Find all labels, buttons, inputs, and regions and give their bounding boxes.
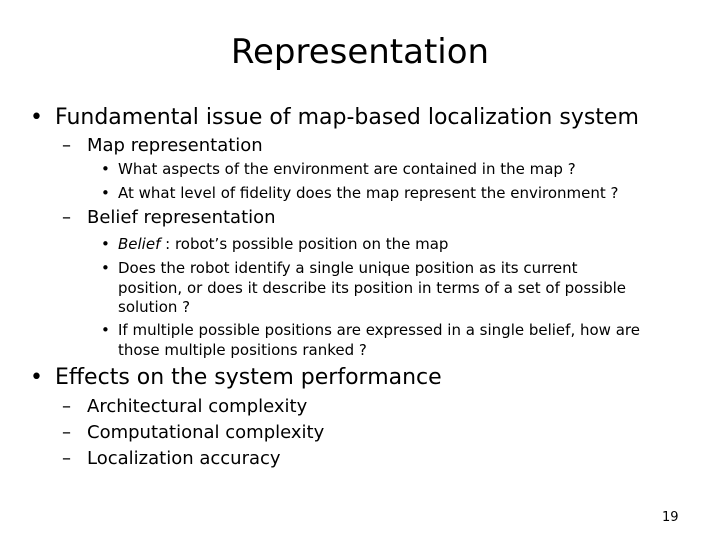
bullet-marker: • xyxy=(101,235,110,253)
dash-marker: – xyxy=(62,422,71,443)
list-item-text: Architectural complexity xyxy=(87,396,308,417)
belief-term: Belief xyxy=(118,235,161,253)
list-item-text xyxy=(118,234,448,254)
bullet-marker: • xyxy=(30,365,43,390)
dash-marker: – xyxy=(62,448,71,469)
list-item-text: Computational complexity xyxy=(87,422,325,443)
list-item-text-line-3: solution ? xyxy=(118,298,191,316)
list-item-text-line-2: those multiple positions ranked ? xyxy=(118,341,367,359)
list-item-text: Localization accuracy xyxy=(87,448,281,469)
bullet-text: Effects on the system performance xyxy=(55,365,442,390)
bullet-marker: • xyxy=(101,160,110,178)
list-item-text-line-2: position, or does it describe its position in terms of a set of possible xyxy=(118,279,627,297)
dash-marker: – xyxy=(62,396,71,417)
list-item-text-line-1: Does the robot identify a single unique position as its current xyxy=(118,259,578,277)
sub-bullet-text: Belief representation xyxy=(87,207,276,228)
sub-bullet-text: Map representation xyxy=(87,135,263,156)
list-item-text-line-1: If multiple possible positions are expressed in a single belief, how are xyxy=(118,321,640,339)
bullet-marker: • xyxy=(101,184,110,202)
dash-marker: – xyxy=(62,135,71,156)
bullet-text: Fundamental issue of map-based localization system xyxy=(55,105,639,130)
bullet-marker: • xyxy=(101,259,110,277)
bullet-marker: • xyxy=(30,105,43,130)
bullet-marker: • xyxy=(101,321,110,339)
page-number: 19 xyxy=(662,510,679,525)
list-item-text: What aspects of the environment are contained in the map ? xyxy=(118,160,576,178)
belief-definition: : robot’s possible position on the map xyxy=(160,235,449,253)
list-item-text: At what level of fidelity does the map represent the environment ? xyxy=(118,184,619,202)
dash-marker: – xyxy=(62,207,71,228)
slide-title: Representation xyxy=(230,32,490,72)
